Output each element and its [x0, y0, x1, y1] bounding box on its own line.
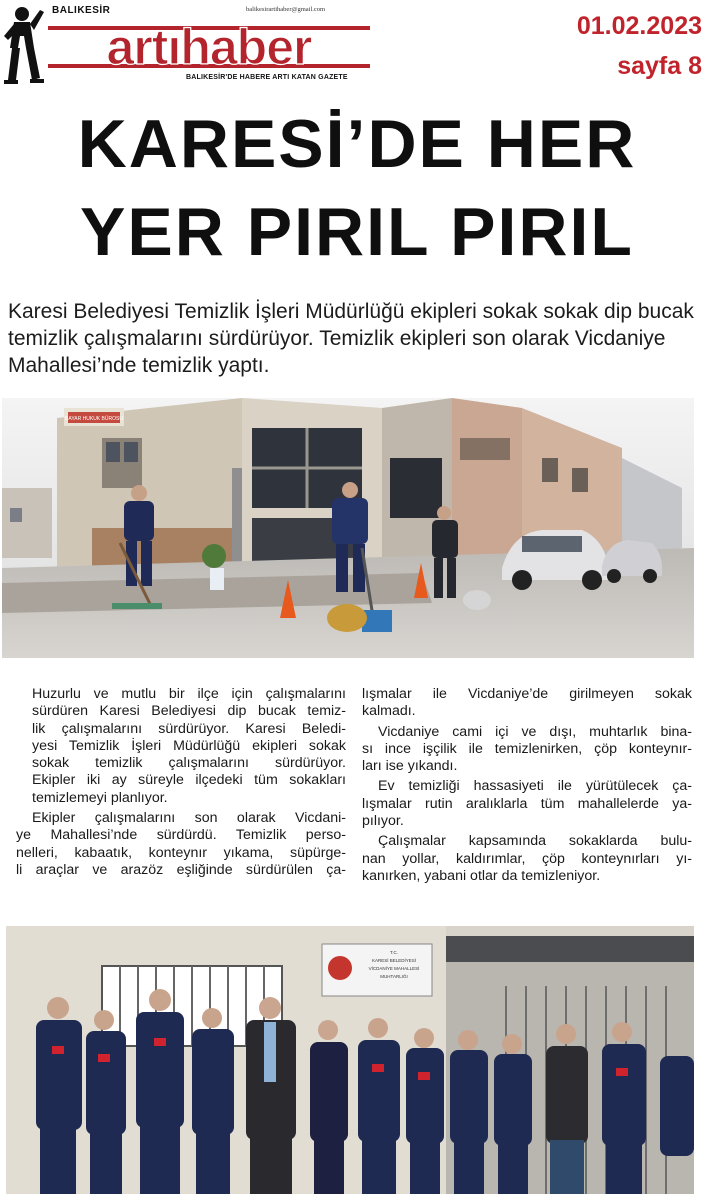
- text-line: pılıyor.: [362, 813, 404, 830]
- plaque-line: KARESİ BELEDİYESİ: [371, 958, 417, 963]
- text-line: nelleri, kabaatık, konteynır yıkama, süpürge-: [16, 844, 346, 861]
- article-paragraph: [362, 833, 692, 885]
- text-line: ye Mahallesi’nde sürdürdü. Temizlik perso-: [16, 827, 346, 844]
- publication-logo-text: artıhaber: [106, 19, 312, 74]
- text-line: Çalışmalar kapsamında sokaklarda bulu-: [378, 833, 692, 850]
- plaque-line: T.C.: [389, 950, 399, 955]
- text-line: sokak temizlik çalışmalarını sürdürüyor.: [32, 755, 346, 772]
- page-number: sayfa 8: [617, 52, 702, 80]
- text-line: Huzurlu ve mutlu bir ilçe için çalışmalarını: [32, 686, 346, 702]
- subheadline: Karesi Belediyesi Temizlik İşleri Müdürlüğü ekipleri sokak sokak dip bucak temizlik çalışmalarını sürdürüyor. Temizlik ekipleri son olarak Vicdaniye Mahallesi’nde temizlik yaptı.: [8, 300, 694, 377]
- text-line: kalmadı.: [362, 703, 416, 720]
- publication-email: balikesirartihaber@gmail.com: [246, 6, 326, 13]
- text-line: Ev temizliği hassasiyeti ile yürütülecek ça-: [378, 778, 692, 795]
- text-line: temizlemeyi planlıyor.: [32, 789, 168, 806]
- text-line: ları ise yıkandı.: [362, 758, 458, 775]
- text-line: kanırken, yabani otlar da temizleniyor.: [362, 867, 601, 884]
- article-column-right: [362, 686, 692, 885]
- headline-line-2: YER PIRIL PIRIL: [80, 194, 634, 270]
- headline: [12, 100, 702, 276]
- text-line: Ekipler çalışmalarını son olarak Vicdani-: [32, 810, 346, 827]
- text-line: yesi Temizlik İşleri Müdürlüğü ekipleri sokak: [32, 737, 346, 754]
- text-line: nan yollar, kaldırımlar, çöp konteynırları yı-: [362, 850, 692, 867]
- page-date: 01.02.2023: [576, 12, 702, 40]
- article-paragraph: [362, 686, 692, 721]
- article-paragraph: [16, 686, 346, 807]
- article-paragraph: [16, 810, 346, 879]
- text-line: Vicdaniye cami içi ve dışı, muhtarlık bina-: [378, 723, 692, 740]
- text-line: sürdüren Karesi Belediyesi dip bucak temiz-: [32, 703, 346, 720]
- text-line: Ekipler iki ay süreyle ilçedeki tüm sokakları: [32, 772, 346, 789]
- plaque-line: VİCDANİYE MAHALLESİ: [368, 966, 420, 971]
- text-line: lışmalar rutin aralıklarla tüm mahallelerde ya-: [362, 795, 692, 812]
- plaque-line: MUHTARLIĞI: [380, 974, 408, 979]
- article-column-left: [16, 686, 346, 879]
- street-sign-text: BAYAR HUKUK BÜROSU: [65, 416, 123, 422]
- mascot-figure-icon: [0, 2, 46, 86]
- publication-tagline: BALIKESİR'DE HABERE ARTI KATAN GAZETE: [186, 74, 348, 81]
- text-line: li araçlar ve arazöz eşliğinde sürdürülen ça-: [16, 861, 346, 878]
- article-paragraph: [362, 778, 692, 830]
- article-paragraph: [362, 724, 692, 776]
- group-photo: [6, 926, 694, 1194]
- street-cleaning-photo: [2, 398, 694, 658]
- publication-city: BALIKESİR: [52, 5, 111, 16]
- publication-logo: [48, 8, 370, 74]
- muhtarlik-plaque: [322, 944, 432, 996]
- masthead: [0, 0, 372, 88]
- text-line: sı ince işçilik ile temizlenirken, çöp konteynır-: [362, 740, 692, 757]
- text-line: lışmalar ile Vicdaniye’de girilmeyen sokak: [362, 686, 692, 702]
- text-line: lik çalışmalarını sürdürüyor. Karesi Beledi-: [32, 720, 346, 737]
- headline-line-1: KARESİ’DE HER: [77, 106, 637, 182]
